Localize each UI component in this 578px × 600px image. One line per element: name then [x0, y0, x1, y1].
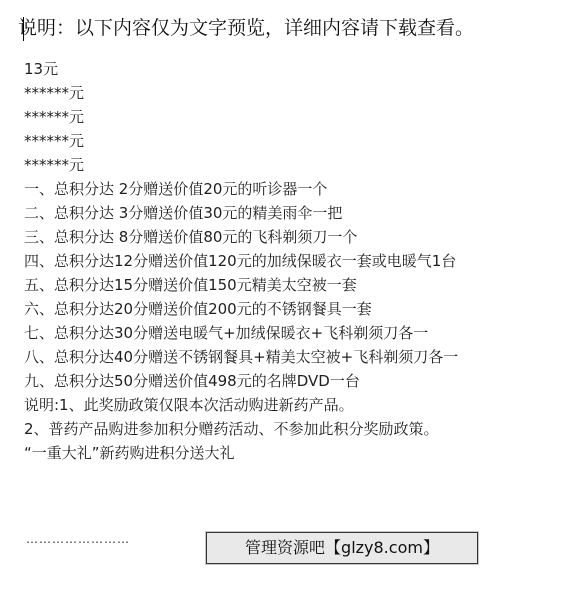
policy-note-2: 2、普药产品购进参加积分赠药活动、不参加此积分奖励政策。	[24, 420, 439, 438]
reward-item-7: 七、总积分达30分赠送电暖气+加绒保暖衣+飞科剃须刀各一	[24, 324, 429, 342]
doc-line: ******元	[24, 156, 85, 174]
footer-ellipsis: ……………………	[26, 532, 130, 546]
reward-item-8: 八、总积分达40分赠送不锈钢餐具+精美太空被+飞科剃须刀各一	[24, 348, 459, 366]
preview-notice: 说明：以下内容仅为文字预览，详细内容请下载查看。	[18, 17, 475, 39]
site-watermark: 管理资源吧【glzy8.com】	[206, 532, 478, 564]
reward-item-3: 三、总积分达 8分赠送价值80元的飞科剃须刀一个	[24, 228, 358, 246]
doc-line: ******元	[24, 108, 85, 126]
gift-heading: “一重大礼”新药购进积分送大礼	[24, 444, 235, 462]
reward-item-2: 二、总积分达 3分赠送价值30元的精美雨伞一把	[24, 204, 343, 222]
doc-line: 13元	[24, 60, 59, 78]
reward-item-1: 一、总积分达 2分赠送价值20元的听诊器一个	[24, 180, 328, 198]
reward-item-9: 九、总积分达50分赠送价值498元的名牌DVD一台	[24, 372, 360, 390]
doc-line: ******元	[24, 84, 85, 102]
doc-line: ******元	[24, 132, 85, 150]
reward-item-5: 五、总积分达15分赠送价值150元精美太空被一套	[24, 276, 357, 294]
document-body	[24, 57, 576, 465]
reward-item-4: 四、总积分达12分赠送价值120元的加绒保暖衣一套或电暖气1台	[24, 252, 457, 270]
policy-note-1: 说明:1、此奖励政策仅限本次活动购进新药产品。	[24, 396, 354, 414]
reward-item-6: 六、总积分达20分赠送价值200元的不锈钢餐具一套	[24, 300, 372, 318]
